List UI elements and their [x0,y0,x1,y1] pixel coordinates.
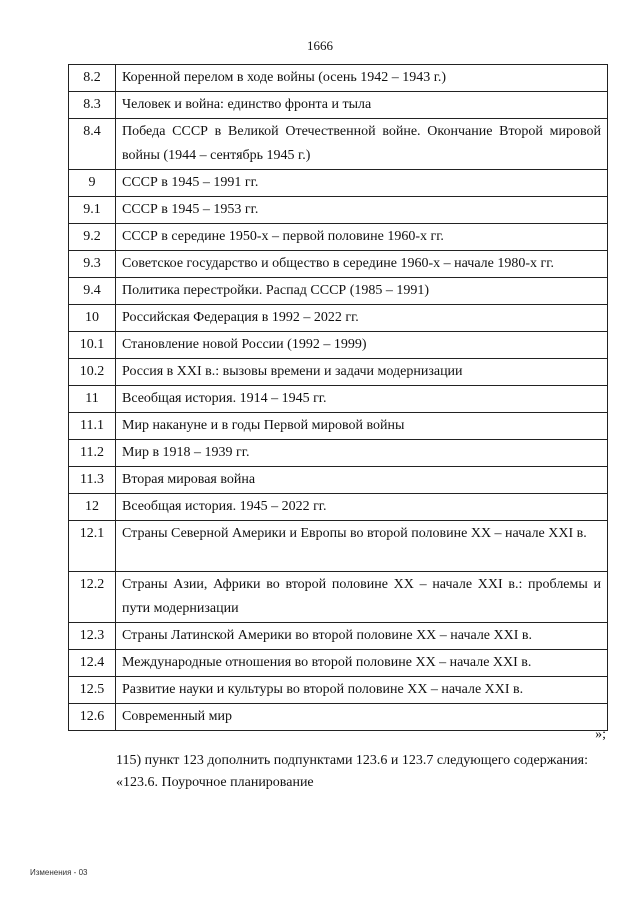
row-number: 12.4 [69,650,116,677]
row-number: 11 [69,386,116,413]
footer-note: Изменения - 03 [30,868,88,877]
row-number: 11.3 [69,467,116,494]
row-number: 11.2 [69,440,116,467]
row-title: СССР в 1945 – 1991 гг. [116,170,608,197]
table-row [69,278,608,305]
table-row [69,521,608,572]
row-title: Современный мир [116,704,608,731]
table-row [69,494,608,521]
row-number: 8.3 [69,92,116,119]
row-title: Всеобщая история. 1945 – 2022 гг. [116,494,608,521]
row-number: 9.4 [69,278,116,305]
row-number: 10 [69,305,116,332]
table-row [69,119,608,170]
row-title: Коренной перелом в ходе войны (осень 1942 – 1943 г.) [116,65,608,92]
row-title: Страны Северной Америки и Европы во второй половине XX – начале XXI в. [116,521,608,572]
row-number: 9.2 [69,224,116,251]
table-row [69,224,608,251]
row-number: 9.3 [69,251,116,278]
table-row [69,305,608,332]
row-title: Советское государство и общество в середине 1960-х – начале 1980-х гг. [116,251,608,278]
table-row [69,386,608,413]
row-number: 12 [69,494,116,521]
row-title: Человек и война: единство фронта и тыла [116,92,608,119]
row-title: Развитие науки и культуры во второй половине XX – начале XXI в. [116,677,608,704]
row-number: 12.1 [69,521,116,572]
table-row [69,251,608,278]
amendment-paragraph: 115) пункт 123 дополнить подпунктами 123.6 и 123.7 следующего содержания: [116,753,588,768]
table-row [69,467,608,494]
row-title: Мир накануне и в годы Первой мировой войны [116,413,608,440]
row-number: 10.1 [69,332,116,359]
row-number: 12.6 [69,704,116,731]
table-row [69,623,608,650]
row-title: Россия в XXI в.: вызовы времени и задачи модернизации [116,359,608,386]
table-row [69,440,608,467]
closing-quote-mark: »; [595,727,606,742]
row-title: Страны Азии, Африки во второй половине XX – начале XXI в.: проблемы и пути модернизации [116,572,608,623]
table-row [69,359,608,386]
row-number: 9.1 [69,197,116,224]
section-heading: «123.6. Поурочное планирование [116,775,314,790]
table-row [69,332,608,359]
page-number: 1666 [307,38,333,53]
row-title: Вторая мировая война [116,467,608,494]
row-title: Становление новой России (1992 – 1999) [116,332,608,359]
table-row [69,65,608,92]
row-number: 11.1 [69,413,116,440]
row-number: 12.2 [69,572,116,623]
row-title: Мир в 1918 – 1939 гг. [116,440,608,467]
table-row [69,170,608,197]
row-number: 8.2 [69,65,116,92]
row-title: Страны Латинской Америки во второй половине XX – начале XXI в. [116,623,608,650]
row-number: 12.3 [69,623,116,650]
row-title: Российская Федерация в 1992 – 2022 гг. [116,305,608,332]
table-row [69,92,608,119]
row-number: 12.5 [69,677,116,704]
contents-table [68,64,608,731]
table-row [69,572,608,623]
row-title: СССР в 1945 – 1953 гг. [116,197,608,224]
row-number: 8.4 [69,119,116,170]
table-row [69,677,608,704]
row-title: Политика перестройки. Распад СССР (1985 – 1991) [116,278,608,305]
row-title: Победа СССР в Великой Отечественной войне. Окончание Второй мировой войны (1944 – сентябрь 1945 г.) [116,119,608,170]
row-number: 10.2 [69,359,116,386]
row-number: 9 [69,170,116,197]
row-title: СССР в середине 1950-х – первой половине 1960-х гг. [116,224,608,251]
table-row [69,413,608,440]
row-title: Международные отношения во второй половине XX – начале XXI в. [116,650,608,677]
table-row [69,197,608,224]
table-row [69,704,608,731]
table-row [69,650,608,677]
row-title: Всеобщая история. 1914 – 1945 гг. [116,386,608,413]
